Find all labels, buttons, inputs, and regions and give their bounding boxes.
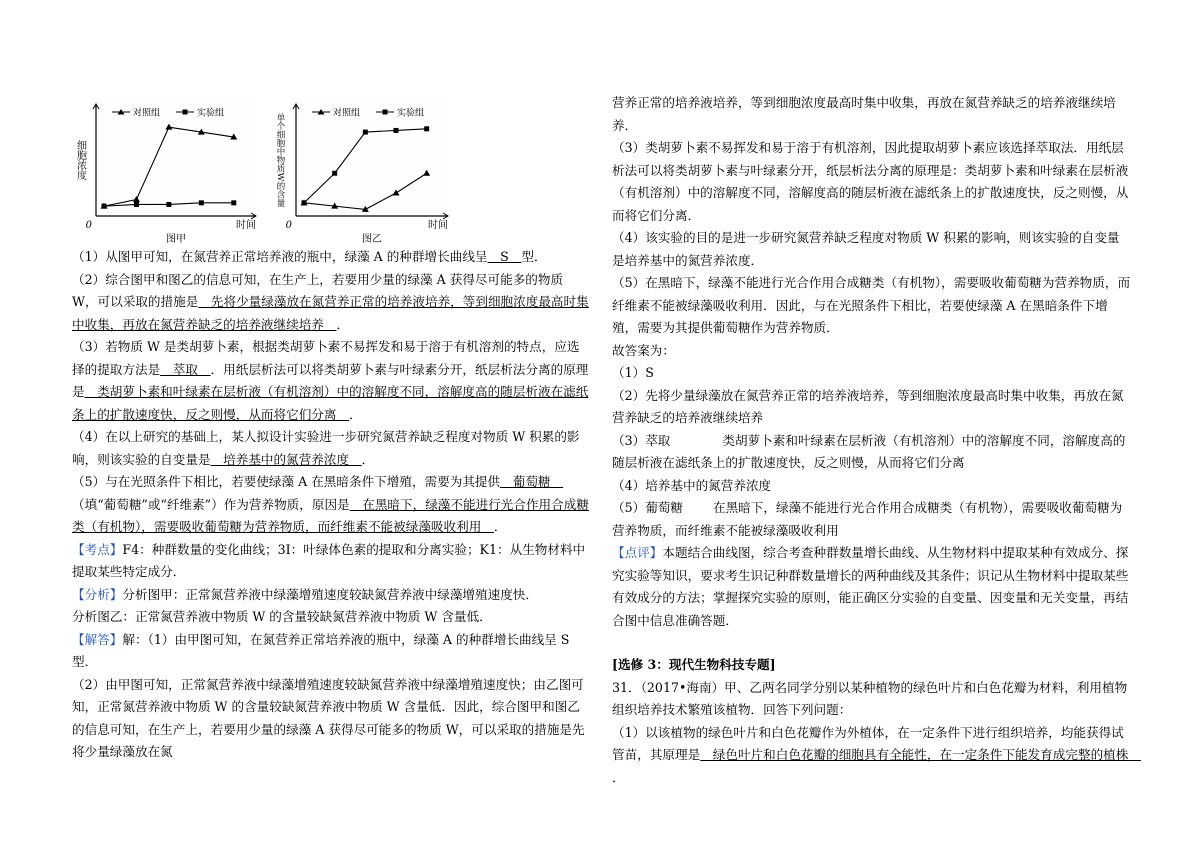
point-square xyxy=(199,200,204,205)
question-31-1 xyxy=(612,722,1141,790)
q3-text: （3）若物质 W 是类胡萝卜素，根据类胡萝卜素不易挥发和易于溶于有机溶剂的特点，应选择的提取方法是 xyxy=(72,339,580,377)
series-line-0 xyxy=(304,173,427,209)
chart-yi xyxy=(272,96,456,246)
question-4 xyxy=(72,426,592,471)
question-1 xyxy=(72,246,592,269)
fenxi-block xyxy=(72,584,592,607)
q3-text-2: ．用纸层析法可以将类胡萝卜素与叶绿素分开，纸层析法分离的原理是 xyxy=(72,361,589,399)
x-axis-label: 时间 xyxy=(236,220,256,231)
q1-tail: 型． xyxy=(521,249,547,264)
answer-4: （4）培养基中的氮营养浓度 xyxy=(612,477,772,493)
point-square xyxy=(231,200,236,205)
point-triangle xyxy=(423,170,430,176)
solution-4: （4）该实验的目的是进一步研究氮营养缺乏程度对物质 W 积累的影响，则该实验的自变量是培养基中的氮营养浓度． xyxy=(612,230,1120,268)
series-line-1 xyxy=(304,129,427,203)
x-axis-label: 时间 xyxy=(428,220,448,231)
point-square xyxy=(424,126,429,131)
chart-jia xyxy=(72,96,264,246)
point-triangle xyxy=(165,124,172,130)
jieda-tag: 【解答】 xyxy=(72,631,123,647)
y-axis-label: 细胞浓度 xyxy=(74,140,86,180)
q1-text: （1）从图甲可知，在氮营养正常培养液的瓶中，绿藻 A 的种群增长曲线呈 xyxy=(72,249,488,264)
point-square xyxy=(363,130,368,135)
figure-jia xyxy=(72,96,264,246)
series-line-0 xyxy=(104,127,234,206)
q2-tail: ． xyxy=(336,316,350,332)
answer-3-a: （3）萃取 xyxy=(612,432,671,448)
question-31: 31．（2017•海南）甲、乙两名同学分别以某种植物的绿色叶片和白色花瓣为材料，利用植物组织培养技术繁殖该植物．回答下列问题： xyxy=(612,679,1128,717)
origin-label: 0 xyxy=(85,220,92,231)
dianping-block xyxy=(612,542,1132,632)
point-square xyxy=(134,202,139,207)
q5-answer-1: 葡萄糖 xyxy=(500,474,564,489)
q4-answer: 培养基中的氮营养浓度 xyxy=(210,451,362,467)
figure-yi xyxy=(272,96,456,246)
fenxi-tag: 【分析】 xyxy=(72,586,123,602)
q31-1-answer: 绿色叶片和白色花瓣的细胞具有全能性，在一定条件下能发育成完整的植株 xyxy=(700,747,1141,762)
legend-label-exp: 实验组 xyxy=(397,108,425,119)
point-triangle xyxy=(393,189,400,195)
figures-area xyxy=(72,96,456,246)
figure-caption: 图乙 xyxy=(362,234,382,245)
point-square xyxy=(302,200,307,205)
origin-label: 0 xyxy=(285,220,292,231)
y-axis-label: 单个细胞中物质W的含量 xyxy=(275,113,285,207)
q5-answer-2: 在黑暗下，绿藻不能进行光合作用合成糖类（有机物），需要吸收葡萄糖为营养物质，而纤维素不能被绿藻吸收利用 xyxy=(72,496,589,534)
q3-answer-2: 类胡萝卜素和叶绿素在层析液（有机溶剂）中的溶解度不同，溶解度高的随层析液在滤纸条上的扩散速度快，反之则慢，从而将它们分离 xyxy=(72,384,589,422)
solution-3: （3）类胡萝卜素不易挥发和易于溶于有机溶剂，因此提取胡萝卜素应该选择萃取法．用纸层析法可以将类胡萝卜素与叶绿素分开，纸层析法分离的原理是：类胡萝卜素和叶绿素在层析液（有机溶剂）中的溶解度不同，溶解度高的随层析液在滤纸条上的扩散速度快，反之则慢，从而将它们分离． xyxy=(612,140,1129,223)
fenxi-text-2: 分析图乙：正常氮营养液中物质 W 的含量较缺氮营养液中物质 W 含量低． xyxy=(72,609,492,624)
answer-3 xyxy=(612,430,1132,475)
dianping-text: 本题结合曲线图，综合考查种群数量增长曲线、从生物材料中提取某种有效成分、探究实验等知识，要求考生识记种群数量增长的两种曲线及其条件；识记从生物材料中提取某些有效成分的方法；掌握探究实验的原则，能正确区分实验的自变量、因变量和无关变量，再结合图中信息准确答题． xyxy=(612,545,1129,628)
legend-marker-exp xyxy=(383,110,388,115)
q5-text-2: （填“葡萄糖”或“纤维素”）作为营养物质，原因是 xyxy=(72,496,350,512)
answer-5 xyxy=(612,497,1132,542)
answer-5-a: （5）葡萄糖 xyxy=(612,500,683,515)
legend-marker-exp xyxy=(183,110,188,115)
left-column xyxy=(72,246,592,764)
q3-tail: ． xyxy=(349,406,362,422)
jieda-block xyxy=(72,629,592,674)
question-3 xyxy=(72,336,592,426)
q4-tail: ． xyxy=(361,451,375,467)
point-square xyxy=(166,202,171,207)
q2-answer: 先将少量绿藻放在氮营养正常的培养液培养，等到细胞浓度最高时集中收集，再放在氮营养缺乏的培养液继续培养 xyxy=(72,294,589,332)
dianping-tag: 【点评】 xyxy=(612,545,663,560)
legend-label-control: 对照组 xyxy=(133,108,161,119)
solution-5: （5）在黑暗下，绿藻不能进行光合作用合成糖类（有机物），需要吸收葡萄糖为营养物质，而纤维素不能被绿藻吸收利用．因此，与在光照条件下相比，若要使绿藻 A 在黑暗条件下增殖，需要为其提供葡萄糖作为营养物质． xyxy=(612,275,1131,335)
answer-3-b: 类胡萝卜素和叶绿素在层析液（有机溶剂）中的溶解度不同，溶解度高的随层析液在滤纸条上的扩散速度快，反之则慢，从而将它们分离 xyxy=(612,432,1126,470)
jieda-text-2: （2）由甲图可知，正常氮营养液中绿藻增殖速度较缺氮营养液中绿藻增殖速度快；由乙图可知，正常氮营养液中物质 W 的含量较缺氮营养液中物质 W 含量低．因此，综合图甲和图乙的信息可知，在生产上，若要用少量的绿藻 A 获得尽可能多的物质 W，可以采取的措施是先将少量绿藻放在氮 xyxy=(72,676,585,759)
jieda-text-1: 解：（1）由甲图可知，在氮营养正常培养液的瓶中，绿藻 A 的种群增长曲线呈 S 型． xyxy=(72,631,570,669)
right-column xyxy=(612,92,1141,789)
point-triangle xyxy=(133,196,140,202)
figure-caption: 图甲 xyxy=(166,234,186,245)
fenxi-text-1: 分析图甲：正常氮营养液中绿藻增殖速度较缺氮营养液中绿藻增殖速度快． xyxy=(122,586,538,602)
question-2 xyxy=(72,269,592,337)
q4-text: （4）在以上研究的基础上，某人拟设计实验进一步研究氮营养缺乏程度对物质 W 积累的影响，则该实验的自变量是 xyxy=(72,429,580,467)
point-square xyxy=(394,128,399,133)
kaodian-text: F4：种群数量的变化曲线；3I：叶绿体色素的提取和分离实验；K1：从生物材料中提取某些特定成分． xyxy=(72,541,586,579)
q5-text: （5）与在光照条件下相比，若要使绿藻 A 在黑暗条件下增殖，需要为其提供 xyxy=(72,474,501,489)
section-heading: [选修 3：现代生物科技专题] xyxy=(612,657,776,672)
point-square xyxy=(102,204,107,209)
point-square xyxy=(332,171,337,176)
q31-1-tail: ． xyxy=(612,769,625,785)
q5-tail: ． xyxy=(493,519,507,534)
legend-label-control: 对照组 xyxy=(333,108,361,119)
answer-1: （1）S xyxy=(612,365,654,380)
answer-2: （2）先将少量绿藻放在氮营养正常的培养液培养，等到细胞浓度最高时集中收集，再放在氮营养缺乏的培养液继续培养 xyxy=(612,387,1124,425)
answers-heading: 故答案为： xyxy=(612,342,675,358)
answer-5-b: 在黑暗下，绿藻不能进行光合作用合成糖类（有机物），需要吸收葡萄糖为营养物质，而纤维素不能被绿藻吸收利用 xyxy=(612,500,1123,538)
q1-answer: S xyxy=(487,249,522,264)
kaodian-tag: 【考点】 xyxy=(72,541,123,557)
q3-answer-1: 萃取 xyxy=(160,361,211,377)
solution-cont: 营养正常的培养液培养，等到细胞浓度最高时集中收集，再放在氮营养缺乏的培养液继续培养． xyxy=(612,95,1116,133)
q2-text: （2）综合图甲和图乙的信息可知，在生产上，若要用少量的绿藻 A 获得尽可能多的物质 W，可以采取的措施是 xyxy=(72,271,564,309)
legend-label-exp: 实验组 xyxy=(197,108,225,119)
q31-1-text: （1）以该植物的绿色叶片和白色花瓣作为外植体，在一定条件下进行组织培养，均能获得试管苗，其原理是 xyxy=(612,724,1124,762)
question-5 xyxy=(72,471,592,539)
kaodian-block xyxy=(72,539,592,584)
